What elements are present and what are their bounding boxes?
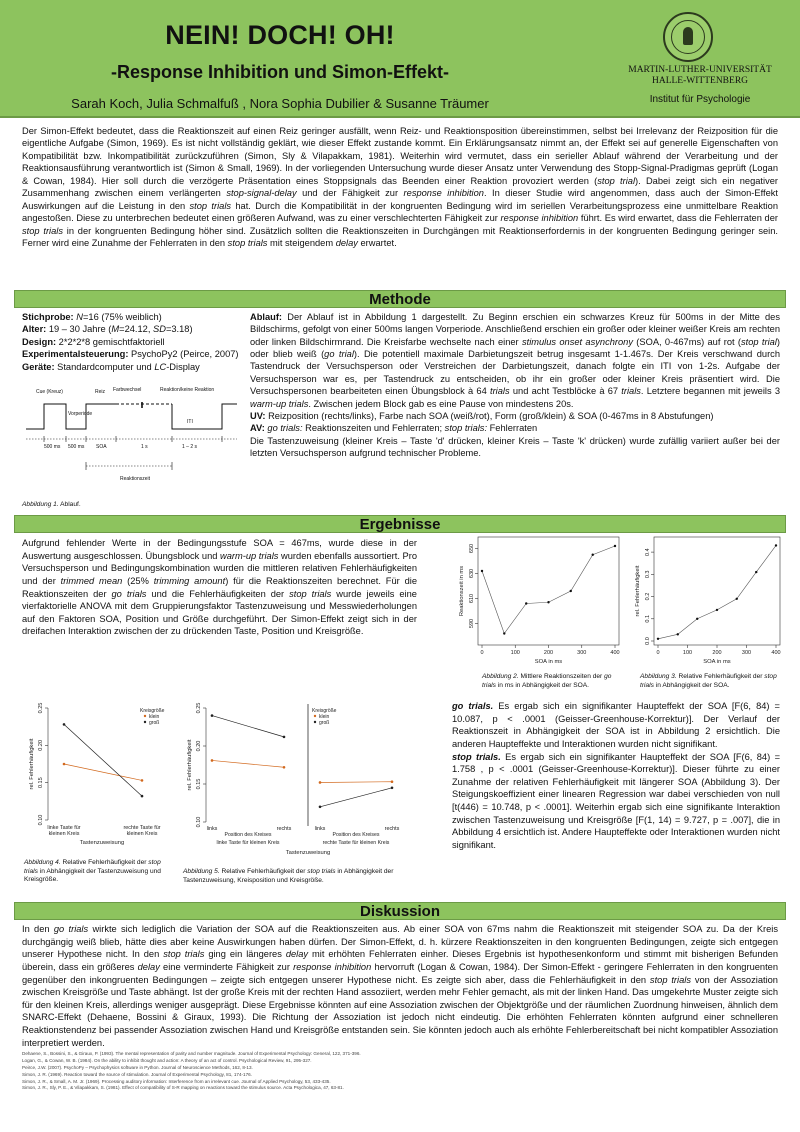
figure-1-caption: Abbildung 1. Ablauf. xyxy=(22,501,81,508)
fig2-x-tick-label: 400 xyxy=(610,650,620,656)
fig3-x-tick-label: 400 xyxy=(771,650,781,656)
fig4-category-label: rechte Taste für xyxy=(123,825,161,831)
fig2-y-tick-label: 590 xyxy=(469,618,475,629)
fig4-series-line xyxy=(64,764,142,780)
fig4-y-tick-label: 0.15 xyxy=(38,777,44,789)
figure-3-caption: Abbildung 3. Relative Fehlerhäufigkeit der stop trials in Abhängigkeit der SOA. xyxy=(640,673,777,689)
fig5-y-tick-label: 0.25 xyxy=(196,702,202,714)
fig3-data-point xyxy=(755,571,757,573)
fig1-tick-4: 1 s xyxy=(141,444,148,450)
fig3-data-point xyxy=(696,618,698,620)
figure-5-caption: Abbildung 5. Relative Fehlerhäufigkeit der stop trials in Abhängigkeit der Tastenzuweisung, Kreisposition und Kreisgröße. xyxy=(183,868,394,884)
fig3-y-tick-label: 0.3 xyxy=(645,570,651,579)
institute-name: Institut für Psychologie xyxy=(649,94,751,105)
fig5-panel-label: rechte Taste für kleinen Kreis xyxy=(322,840,390,846)
fig3-y-tick-label: 0.2 xyxy=(645,592,651,601)
fig4-legend-marker xyxy=(144,721,146,723)
fig3-data-point xyxy=(775,544,777,546)
intro-paragraph: Der Simon-Effekt bedeutet, dass die Reaktionszeit auf einen Reiz geringer ausfällt, wenn Reiz- und Reaktionsposition übereinstimmen, selbst bei Irrelevanz der Reizposition für die eigentliche Aufgabe (Simon, 1969). Es ist nicht vollständig geklärt, wie dieser Effekt zustande kommt. Ein Erklärungsansatz nimmt an, der Effekt sei auf generelle Eigenschaften von Kompatibilität bzw. Inkompatibilität zurückzuführen (Simon, Sly & Vilapakkam, 1981). Weiterhin wird vermutet, dass ein serieller Ablauf während der Verarbeitung und der Reaktionsausführung verantwortlich ist (Simon & Small, 1969). In der vorliegenden Untersuchung wurde dieser Ansatz unter Verwendung des Stopp-Signal-Pradigmas geprüft (Logan & Cowan, 1984). Hier soll durch die verzögerte Präsentation eines Stoppsignals das Beenden einer Reaktion provoziert werden (stop trial). Dabei zeigt sich ein negativer Zusammenhang zwischen einem verlängerten stop-signal-delay und der Fähigkeit zur response inhibition. In dieser Studie wird angenommen, dass auch der Simon-Effekt Auswirkungen auf die Leistung in den stop trials hat. Durch die Kompatibilität in der kongruenten Bedingung wird im seriellen Verarbeitungsprozess eine unmittelbare Reaktion angestoßen. Diese zu unterbrechen bedeutet einen größeren Aufwand, was zu einer verschlechterten Fähigkeit zur response inhibition führt. Es wird erwartet, dass die Fehlerraten der stop trials in der kongruenten Bedingung höher sind. Zusätzlich sollten die Reaktionszeiten in Durchgängen mit Reaktionserfordernis in der kongruenten Bedingung geringer sein. Ferner wird eine Zunahme der Fehlerraten in den stop trials mit steigendem delay erwartet. xyxy=(22,126,778,249)
poster-subtitle: -Response Inhibition und Simon-Effekt- xyxy=(111,62,449,82)
reference-item: Peirce, J.W. (2007). PsychoPy – Psychophysics software in Python. Journal of Neuroscience Methods, 162, 8-13. xyxy=(22,1064,253,1070)
fig4-category-label: linke Taste für xyxy=(47,825,81,831)
figure-2-chart xyxy=(452,533,622,673)
fig2-y-tick-label: 610 xyxy=(469,593,475,604)
fig5-category-label: links xyxy=(206,826,218,832)
figure-4-caption: Abbildung 4. Relative Fehlerhäufigkeit der stop trials in Abhängigkeit der Tastenzuweisung und Kreisgröße. xyxy=(24,859,161,884)
fig5-category-label: rechts xyxy=(276,826,292,832)
fig4-legend-label: klein xyxy=(149,714,160,720)
fig1-label-reaktion: Reaktion/keine Reaktion xyxy=(160,387,215,393)
fig4-legend-marker xyxy=(144,715,146,717)
fig5-series-line xyxy=(320,782,392,783)
fig3-y-axis-label: rel. Fehlerhäufigkeit xyxy=(635,565,641,617)
fig5-data-point xyxy=(211,759,214,762)
fig3-x-tick-label: 300 xyxy=(741,650,752,656)
fig5-category-label: rechts xyxy=(384,826,400,832)
fig4-legend-label: groß xyxy=(149,720,160,726)
fig3-y-tick-label: 0.4 xyxy=(645,548,651,556)
fig2-x-tick-label: 200 xyxy=(543,650,554,656)
fig4-data-point xyxy=(63,763,66,766)
figure-3-chart xyxy=(628,533,783,673)
section-header-methode: Methode xyxy=(14,290,786,308)
fig2-data-point xyxy=(481,570,483,572)
fig4-data-point xyxy=(141,779,144,782)
fig5-y-tick-label: 0.10 xyxy=(196,816,202,828)
fig3-x-axis-label: SOA in ms xyxy=(703,659,731,665)
fig2-x-tick-label: 100 xyxy=(510,650,520,656)
fig2-data-point xyxy=(614,545,616,547)
fig1-tick-2: 500 ms xyxy=(68,444,85,450)
fig3-y-tick-label: 0.1 xyxy=(645,614,651,623)
reference-item: Simon, J. R. (1969). Reaction toward the source of stimulation. Journal of Experimental Psychology, 81, 174-176. xyxy=(22,1071,252,1077)
fig4-legend-title: Kreisgröße xyxy=(140,708,165,714)
section-header-ergebnisse: Ergebnisse xyxy=(14,515,786,533)
fig2-y-tick-label: 630 xyxy=(469,568,475,579)
fig1-tick-3: SOA xyxy=(96,444,107,450)
fig1-label-reiz: Reiz xyxy=(95,389,106,395)
fig5-legend-marker xyxy=(314,721,316,723)
fig5-category-label: links xyxy=(314,826,326,832)
reference-item: Simon, J. R., & Small, A. M. Jr. (1969). Processing auditory information: Interference from an irrelevant cue. Journal of Applied Psychology, 53, 433-435. xyxy=(22,1078,331,1084)
fig5-series-line xyxy=(212,716,284,737)
fig1-label-cue: Cue (Kreuz) xyxy=(36,389,63,395)
fig1-label-farbwechsel: Farbwechsel xyxy=(113,387,142,393)
fig4-y-axis-label: rel. Fehlerhäufigkeit xyxy=(29,738,35,790)
fig1-tick-5: 1 – 2 s xyxy=(182,444,198,450)
fig5-y-axis-label: rel. Fehlerhäufigkeit xyxy=(187,739,193,791)
fig5-y-tick-label: 0.15 xyxy=(196,778,202,790)
fig5-series-line xyxy=(320,788,392,807)
fig5-data-point xyxy=(319,781,322,784)
methode-facts: Stichprobe: N=16 (75% weiblich) Alter: 19 – 30 Jahre (M=24.12, SD=3.18) Design: 2*2*2*8 gemischtfaktoriell Experimentalsteuerung: PsychoPy2 (Peirce, 2007) Geräte: Standardcomputer und LC-Display xyxy=(22,312,239,372)
fig5-legend-title: Kreisgröße xyxy=(312,708,337,714)
fig4-series-line xyxy=(64,724,142,796)
fig1-label-vorperiode: Vorperiode xyxy=(68,411,93,417)
poster-title: NEIN! DOCH! OH! xyxy=(165,20,395,50)
fig5-position-label: Position des Kreises xyxy=(224,832,272,838)
fig5-legend-label: klein xyxy=(319,714,330,720)
reference-item: Dehaene, S., Bossini, S., & Giraux, P. (1993). The mental representation of parity and number magnitude. Journal of Experimental Psychology: General, 122, 371-396. xyxy=(22,1051,361,1056)
fig2-data-point xyxy=(592,554,594,556)
reference-item: Simon, J. R., Sly, P. E., & Vilapakkam, S. (1981). Effect of compatibility of S-R mapping on reactions toward the stimulus source. Acta Psychologica, 47, 63-81. xyxy=(22,1085,344,1091)
fig1-label-reaktionszeit: Reaktionszeit xyxy=(120,476,151,482)
fig3-y-tick-label: 0.0 xyxy=(645,637,651,645)
fig3-data-point xyxy=(657,638,659,640)
fig1-tick-1: 500 ms xyxy=(44,444,61,450)
fig4-y-tick-label: 0.25 xyxy=(38,702,44,714)
fig3-x-tick-label: 100 xyxy=(682,650,693,656)
fig5-x-axis-label: Tastenzuweisung xyxy=(285,850,331,856)
fig2-data-point xyxy=(570,590,572,592)
figure-5-chart xyxy=(180,700,420,865)
fig5-position-label: Position des Kreises xyxy=(332,832,380,838)
fig5-panel-label: linke Taste für kleinen Kreis xyxy=(216,840,280,846)
fig5-legend-marker xyxy=(314,715,316,717)
fig3-data-point xyxy=(716,609,718,611)
ergebnisse-paragraph: Aufgrund fehlender Werte in der Bedingungsstufe SOA = 467ms, wurde diese in der Auswertung ausgeschlossen. Übungsblock und warm-up trials wurden ebenfalls aussortiert. Pro Versuchsperson und Bedingungskombination wurden die mittleren relativen Fehlerhäufigkeiten und der trimmed mean (25% trimming amount) für die Reaktionszeiten berechnet. Für die Reaktionszeiten der go trials und die Fehlerhäufigkeiten der stop trials wurde jeweils eine vierfaktorielle ANOVA mit dem Gruppierungsfaktor Tastenzuweisung und Messwiederholungen auf den Faktoren SOA, Position und Größe durchgeführt. Der Simon-Effekt zeigt sich in der dreifachen Interaktion zwischen der zu drückenden Taste, Position und Kreisgröße. xyxy=(22,538,418,637)
fig4-y-tick-label: 0.20 xyxy=(38,739,44,751)
methode-ablauf: Ablauf: Der Ablauf ist in Abbildung 1 dargestellt. Zu Beginn erschien ein schwarzes Kreuz für 500ms in der Mitte des Bildschirms, gefolgt von einer 500ms langen Vorperiode. Anschließend erschien ein großer oder kleiner weißer Kreis am rechten oder linken Bildschirmrand. Die Kreisfarbe wechselte nach einer stimulus onset asynchrony (SOA, 0-467ms) auf rot (stop trial) oder blieb weiß (go trial). Die potentiell maximale Darbietungszeit betrug insgesamt 1-1.467s. Der Kreis verschwand durch Tastendruck der Versuchsperson oder Verstreichen der Darbietungszeit, danach folgte ein ITI von 1-2s. Aufgabe der Versuchsperson war es, per Tastendruck zu entscheiden, ob ihr ein großer oder kleiner Kreis präsentiert wird. Die Versuchspersonen bearbeiteten einen Übungsblock à 64 trials und acht Testblöcke à 67 trials. Letztere begannen mit jeweils 3 warm-up trials. Zwischen jedem Block gab es eine Pause von mindestens 20s. UV: Reizposition (rechts/links), Farbe nach SOA (weiß/rot), Form (groß/klein) & SOA (0-467ms in 8 Abstufungen) AV: go trials: Reaktionszeiten und Fehlerraten; stop trials: Fehlerraten Die Tastenzuweisung (kleiner Kreis – Taste 'd' drücken, kleiner Kreis – Taste 'k' drücken) wurde zufällig variiert außer bei der letzten Versuchsperson aufgrund technischer Probleme. xyxy=(250,312,780,458)
fig3-plot-frame xyxy=(654,537,780,645)
poster-header xyxy=(0,0,800,118)
fig5-data-point xyxy=(283,736,286,739)
fig2-data-point xyxy=(503,632,505,634)
ergebnisse-results-text: go trials. Es ergab sich ein signifikanter Haupteffekt der SOA [F(6, 84) = 10.087, p < .0001 (Geisser-Greenhouse-Korrektur)]. Der Verlauf der Reaktionszeit in Abhängigkeit der SOA ist in Abbildung 2 ersichtlich. Die anderen Haupteffekte und Interaktionen wurden nicht signifikant. stop trials. Es ergab sich ein signifikanter Haupteffekt der SOA [F(6, 84) = 1.758 , p < .0001 (Geisser-Greenhouse-Korrektur)]. Dieser führte zu einer Zunahme der relativen Fehlerhäufigkeit mit längerer SOA (Abbildung 3). Der Steigungskoeffizient einer linearen Regression war dabei verschieden von null [t(446) = 10.748, p < .0001]. Weiterhin ergab sich eine signifikante Interaktion zwischen Tastenzuweisung und Kreisgröße [F(1, 14) = 9.727, p = .007], die in Abbildung 4 ersichtlich ist. Andere Haupteffekte oder Interaktionen wurden nicht signifikant. xyxy=(452,701,780,851)
poster-authors: Sarah Koch, Julia Schmalfuß , Nora Sophia Dubilier & Susanne Träumer xyxy=(71,96,489,111)
fig3-series-line xyxy=(658,545,776,638)
fig4-data-point xyxy=(63,723,66,726)
fig2-y-axis-label: Reaktionszeit in ms xyxy=(459,565,465,617)
university-seal-icon xyxy=(663,12,713,62)
fig5-data-point xyxy=(211,714,214,717)
figure-2-caption: Abbildung 2. Mittlere Reaktionszeiten der go trials in ms in Abhängigkeit der SOA. xyxy=(482,673,612,689)
fig5-legend-label: groß xyxy=(319,720,330,726)
section-header-diskussion: Diskussion xyxy=(14,902,786,920)
fig2-x-tick-label: 300 xyxy=(577,650,587,656)
fig5-data-point xyxy=(391,780,394,783)
reference-item: Logan, G., & Cowan, W. B. (1984). On the ability to inhibit thought and action: A theory of an act of control. Psychological Review, 91, 295-327. xyxy=(22,1057,312,1063)
fig2-data-point xyxy=(547,601,549,603)
fig2-data-point xyxy=(525,602,527,604)
fig3-x-tick-label: 0 xyxy=(656,650,660,656)
fig3-data-point xyxy=(736,598,738,600)
figure-1-timeline xyxy=(22,384,247,499)
university-name: MARTIN-LUTHER-UNIVERSITÄT HALLE-WITTENBERG xyxy=(628,65,772,86)
fig2-x-axis-label: SOA in ms xyxy=(534,659,563,665)
fig5-series-line xyxy=(212,760,284,767)
fig4-x-axis-label: Tastenzuweisung xyxy=(79,840,125,846)
fig2-x-tick-label: 0 xyxy=(480,650,484,656)
fig4-category-label: kleinen Kreis xyxy=(48,831,80,837)
fig2-series-line xyxy=(482,546,615,634)
fig1-label-iti: ITI xyxy=(187,419,193,425)
fig5-y-tick-label: 0.20 xyxy=(196,740,202,752)
fig5-data-point xyxy=(319,806,322,809)
fig2-plot-frame xyxy=(478,537,619,645)
fig3-x-tick-label: 200 xyxy=(712,650,722,656)
diskussion-paragraph: In den go trials wirkte sich lediglich die Variation der SOA auf die Reaktionszeiten aus. Ab einer SOA von 67ms nahm die Reaktionszeit mit steigender SOA zu. Da der Kreis durchgängig weiß blieb, hätte dies aber keine Auswirkungen haben dürfen. Der Simon-Effekt, d. h. kürzere Reaktionszeiten in den kongruenten Bedingungen, zeigte sich entgegen unserer Hypothese nicht. In den stop trials ging ein längeres delay mit erhöhten Fehlerraten einher. Dieses Ergebnis ist hypothesenkonform und stimmt mit bisherigen Befunden überein, dass ein größeres delay eine verminderte Fähigkeit zur response inhibition hervorruft (Logan & Cowan, 1984). Der Simon-Effekt - geringere Fehlerraten in den kongruenten gegenüber den inkongruenten Bedingungen – zeigte sich entgegen unserer Hypothese nicht. Es zeigte sich aber, dass die Fehlerhäufigkeit in den stop trials von der Assoziation zwischen Kreisgröße und Taste abhängt. Ist der große Kreis mit der rechten Hand assoziiert, werden mehr Fehler gemacht, als mit der linken Hand. Das umgekehrte Muster zeigte sich für den kleinen Kreis, allerdings weniger ausgeprägt. Diese Ergebnisse könnten auf eine Assoziation zwischen der Objektgröße und der räumlichen Zuordnung hinweisen, ähnlich dem SNARC-Effekt (Dehaene, Bossini & Giraux, 1993). Die Richtung der Assoziation ist jedoch nicht eindeutig. Die erhöhten Fehlerraten könnten aufgrund einer schnelleren Reaktionstendenz bei passender Assoziation zwischen Hand und Kreisgröße entstanden sein. Sie könnten jedoch auch als erhöhte Fehlerbereitschaft bei nicht kompatibler Assoziation interpretiert werden. xyxy=(22,924,779,1048)
fig4-y-tick-label: 0.10 xyxy=(38,814,44,826)
fig4-category-label: kleinen Kreis xyxy=(126,831,158,837)
figure-4-chart xyxy=(22,700,177,858)
fig4-data-point xyxy=(141,795,144,798)
fig5-data-point xyxy=(391,787,394,790)
references-list xyxy=(22,1051,642,1092)
fig3-data-point xyxy=(677,633,679,635)
fig2-y-tick-label: 650 xyxy=(469,543,475,554)
fig5-data-point xyxy=(283,766,286,769)
